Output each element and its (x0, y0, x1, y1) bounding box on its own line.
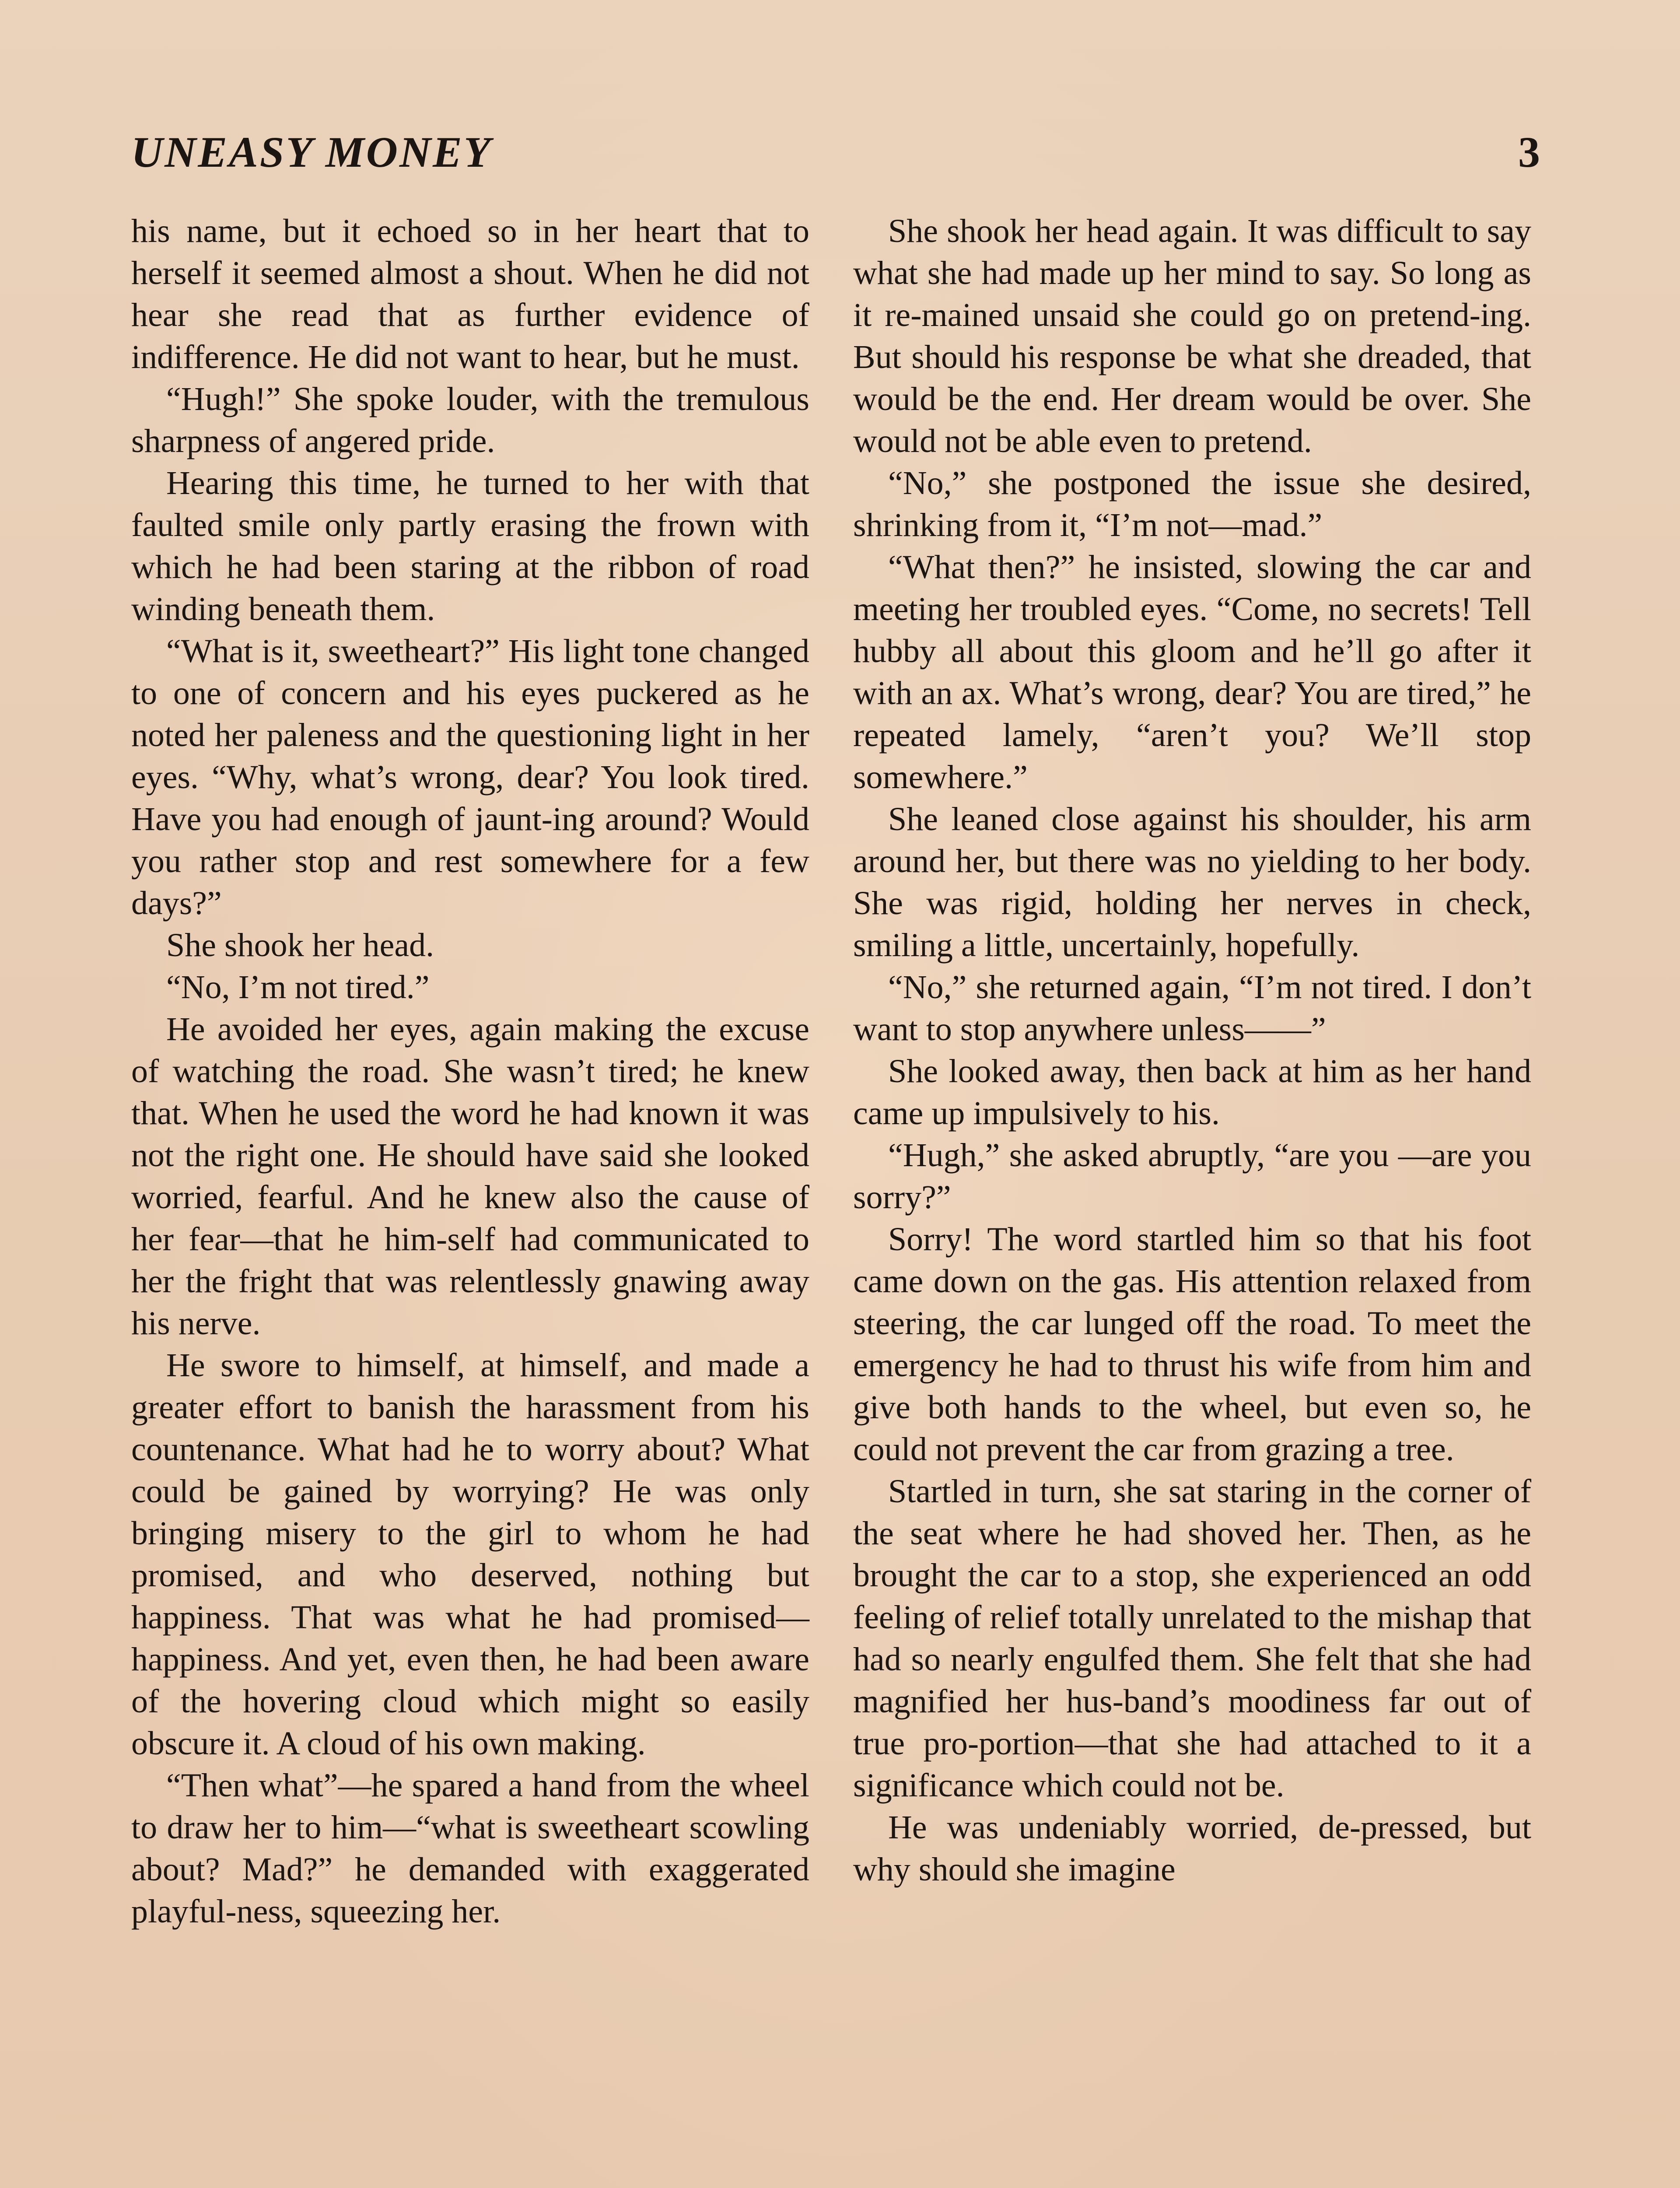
text-column-left (131, 210, 809, 1932)
paragraph: “No,” she returned again, “I’m not tired. I don’t want to stop anywhere unless——” (853, 969, 1531, 1048)
paragraph: “Then what”—he spared a hand from the wheel to draw her to him—“what is sweetheart scowling about? Mad?” he demanded with exaggerated playful-ness, squeezing her. (131, 1767, 809, 1930)
paragraph: “Hugh,” she asked abruptly, “are you —are you sorry?” (853, 1137, 1531, 1216)
running-title: UNEASY MONEY (131, 128, 492, 176)
paragraph: “What then?” he insisted, slowing the car and meeting her troubled eyes. “Come, no secrets! Tell hubby all about this gloom and he’ll go after it with an ax. What’s wrong, dear? You are tired,” he repeated lamely, “aren’t you? We’ll stop somewhere.” (853, 549, 1531, 796)
paragraph: “Hugh!” She spoke louder, with the tremulous sharpness of angered pride. (131, 381, 809, 459)
paragraph: He was undeniably worried, de-pressed, but why should she imagine (853, 1809, 1531, 1888)
paragraph: She looked away, then back at him as her hand came up impulsively to his. (853, 1053, 1531, 1132)
paragraph: “What is it, sweetheart?” His light tone changed to one of concern and his eyes puckered as he noted her paleness and the questioning light in her eyes. “Why, what’s wrong, dear? You look tired. Have you had enough of jaunt-ing around? Would you rather stop and rest somewhere for a few days?” (131, 633, 809, 922)
paragraph: “No, I’m not tired.” (166, 969, 430, 1006)
paragraph: Startled in turn, she sat staring in the corner of the seat where he had shoved her. Then, as he brought the car to a stop, she experienced an odd feeling of relief totally unrelated to the mishap that had so nearly engulfed them. She felt that she had magnified her hus-band’s moodiness far out of true pro-portion—that she had attached to it a significance which could not be. (853, 1473, 1531, 1804)
paragraph: his name, but it echoed so in her heart that to herself it seemed almost a shout. When he did not hear she read that as further evidence of indifference. He did not want to hear, but he must. (131, 213, 809, 375)
paragraph: She shook her head again. It was difficult to say what she had made up her mind to say. So long as it re-mained unsaid she could go on pretend-ing. But should his response be what she dreaded, that would be the end. Her dream would be over. She would not be able even to pretend. (853, 213, 1531, 459)
paragraph: Sorry! The word startled him so that his foot came down on the gas. His attention relaxed from steering, the car lunged off the road. To meet the emergency he had to thrust his wife from him and give both hands to the wheel, but even so, he could not prevent the car from grazing a tree. (853, 1221, 1531, 1468)
paragraph: He avoided her eyes, again making the excuse of watching the road. She wasn’t tired; he knew that. When he used the word he had known it was not the right one. He should have said she looked worried, fearful. And he knew also the cause of her fear—that he him-self had communicated to her the fright that was relentlessly gnawing away his nerve. (131, 1011, 809, 1342)
paragraph: “No,” she postponed the issue she desired, shrinking from it, “I’m not—mad.” (853, 465, 1531, 543)
page-number: 3 (1518, 128, 1540, 176)
paragraph: He swore to himself, at himself, and made a greater effort to banish the harassment from his countenance. What had he to worry about? What could be gained by worrying? He was only bringing misery to the girl to whom he had promised, and who deserved, nothing but happiness. That was what he had promised—happiness. And yet, even then, he had been aware of the hovering cloud which might so easily obscure it. A cloud of his own making. (131, 1347, 809, 1762)
paragraph: Hearing this time, he turned to her with that faulted smile only partly erasing the frown with which he had been staring at the ribbon of road winding beneath them. (131, 465, 809, 628)
text-column-right (853, 210, 1531, 1890)
paragraph: She leaned close against his shoulder, his arm around her, but there was no yielding to her body. She was rigid, holding her nerves in check, smiling a little, uncertainly, hopefully. (853, 801, 1531, 964)
paragraph: She shook her head. (166, 927, 434, 964)
